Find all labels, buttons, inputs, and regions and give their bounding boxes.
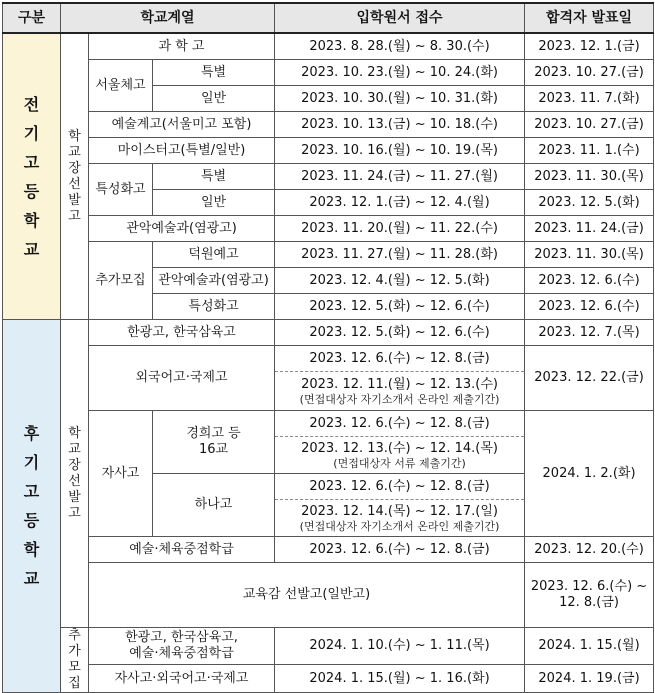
education-name: 교육감 선발고(일반고) xyxy=(89,563,525,628)
science-school-name: 과 학 고 xyxy=(89,33,275,60)
hana-period-2: 2023. 12. 14.(목) ~ 12. 17.(일) (면접대상자 자기소개서 온라인 제출기간) xyxy=(275,500,525,537)
gwanak-period: 2023. 11. 20.(월) ~ 11. 22.(수) xyxy=(275,216,525,242)
science-result: 2023. 12. 1.(금) xyxy=(525,33,654,60)
late-additional-a-period: 2024. 1. 10.(수) ~ 1. 11.(목) xyxy=(275,628,525,665)
hana-name: 하나고 xyxy=(153,474,275,537)
late-category-label: 후 기 고 등 학 교 xyxy=(3,320,61,693)
foreign-period-1: 2023. 12. 6.(수) ~ 12. 8.(금) xyxy=(275,346,525,372)
seoul-sports-special-period: 2023. 10. 23.(월) ~ 10. 24.(화) xyxy=(275,60,525,86)
foreign-name: 외국어고·국제고 xyxy=(89,346,275,411)
gwanak-result: 2023. 11. 24.(금) xyxy=(525,216,654,242)
hanguang-result: 2023. 12. 7.(목) xyxy=(525,320,654,346)
additional-b-period: 2023. 12. 4.(월) ~ 12. 5.(화) xyxy=(275,268,525,294)
late-additional-b-result: 2024. 1. 19.(금) xyxy=(525,665,654,693)
late-additional-b-period: 2024. 1. 15.(월) ~ 1. 16.(화) xyxy=(275,665,525,693)
science-period: 2023. 8. 28.(월) ~ 8. 30.(수) xyxy=(275,33,525,60)
header-category: 구분 xyxy=(3,3,61,33)
admission-schedule-table xyxy=(2,2,654,693)
seoul-sports-special: 특별 xyxy=(153,60,275,86)
early-category-label: 전 기 고 등 학 교 xyxy=(3,33,61,320)
additional-b-name: 관악예술과(염광고) xyxy=(153,268,275,294)
early-chief-selection: 학교장 선발고 xyxy=(61,33,89,320)
late-additional-a-name: 한광고, 한국삼육고, 예술·체육중점학급 xyxy=(89,628,275,665)
specialized-special-period: 2023. 11. 24.(금) ~ 11. 27.(월) xyxy=(275,164,525,190)
meister-school-name: 마이스터고(특별/일반) xyxy=(89,138,275,164)
specialized-special: 특별 xyxy=(153,164,275,190)
sports-name: 예술·체육중점학급 xyxy=(89,537,275,563)
late-additional-a-result: 2024. 1. 15.(월) xyxy=(525,628,654,665)
late-chief-selection: 학교장 선발고 xyxy=(61,320,89,628)
sports-period: 2023. 12. 6.(수) ~ 12. 8.(금) xyxy=(275,537,525,563)
additional-a-period: 2023. 11. 27.(월) ~ 11. 28.(화) xyxy=(275,242,525,268)
gwanak-name: 관악예술과(염광고) xyxy=(89,216,275,242)
arts-result: 2023. 10. 27.(금) xyxy=(525,112,654,138)
foreign-period-2: 2023. 12. 11.(월) ~ 12. 13.(수) (면접대상자 자기소개서 온라인 제출기간) xyxy=(275,372,525,411)
header-application: 입학원서 접수 xyxy=(275,3,525,33)
sports-result: 2023. 12. 20.(수) xyxy=(525,537,654,563)
additional-b-result: 2023. 12. 6.(수) xyxy=(525,268,654,294)
specialized-special-result: 2023. 11. 30.(목) xyxy=(525,164,654,190)
kyunghee-period-2: 2023. 12. 13.(수) ~ 12. 14.(목) (면접대상자 서류 제출기간) xyxy=(275,437,525,474)
header-school-type: 학교계열 xyxy=(61,3,275,33)
additional-c-result: 2023. 12. 6.(수) xyxy=(525,294,654,320)
late-additional-name: 추가모집 xyxy=(61,628,89,693)
specialized-general-result: 2023. 12. 5.(화) xyxy=(525,190,654,216)
kyunghee-period-1: 2023. 12. 6.(수) ~ 12. 8.(금) xyxy=(275,411,525,437)
seoul-sports-general: 일반 xyxy=(153,86,275,112)
additional-c-name: 특성화고 xyxy=(153,294,275,320)
early-additional-name: 추가모집 xyxy=(89,242,153,320)
meister-result: 2023. 11. 1.(수) xyxy=(525,138,654,164)
meister-period: 2023. 10. 16.(월) ~ 10. 19.(목) xyxy=(275,138,525,164)
seoul-sports-general-period: 2023. 10. 30.(월) ~ 10. 31.(화) xyxy=(275,86,525,112)
foreign-result: 2023. 12. 22.(금) xyxy=(525,346,654,411)
kyunghee-name: 경희고 등 16교 xyxy=(153,411,275,474)
hanguang-name: 한광고, 한국삼육고 xyxy=(89,320,275,346)
seoul-sports-general-result: 2023. 11. 7.(화) xyxy=(525,86,654,112)
seoul-sports-name: 서울체고 xyxy=(89,60,153,112)
additional-a-name: 덕원예고 xyxy=(153,242,275,268)
arts-school-name: 예술계고(서울미고 포함) xyxy=(89,112,275,138)
private-result: 2024. 1. 2.(화) xyxy=(525,411,654,537)
additional-c-period: 2023. 12. 5.(화) ~ 12. 6.(수) xyxy=(275,294,525,320)
private-name: 자사고 xyxy=(89,411,153,537)
seoul-sports-special-result: 2023. 10. 27.(금) xyxy=(525,60,654,86)
hanguang-period: 2023. 12. 5.(화) ~ 12. 6.(수) xyxy=(275,320,525,346)
hana-period-1: 2023. 12. 6.(수) ~ 12. 8.(금) xyxy=(275,474,525,500)
specialized-general: 일반 xyxy=(153,190,275,216)
additional-a-result: 2023. 11. 30.(목) xyxy=(525,242,654,268)
arts-period: 2023. 10. 13.(금) ~ 10. 18.(수) xyxy=(275,112,525,138)
header-announcement: 합격자 발표일 xyxy=(525,3,654,33)
specialized-name: 특성화고 xyxy=(89,164,153,216)
late-additional-b-name: 자사고·외국어고·국제고 xyxy=(89,665,275,693)
specialized-general-period: 2023. 12. 1.(금) ~ 12. 4.(월) xyxy=(275,190,525,216)
education-period: 2023. 12. 6.(수) ~ 12. 8.(금) xyxy=(525,563,654,628)
